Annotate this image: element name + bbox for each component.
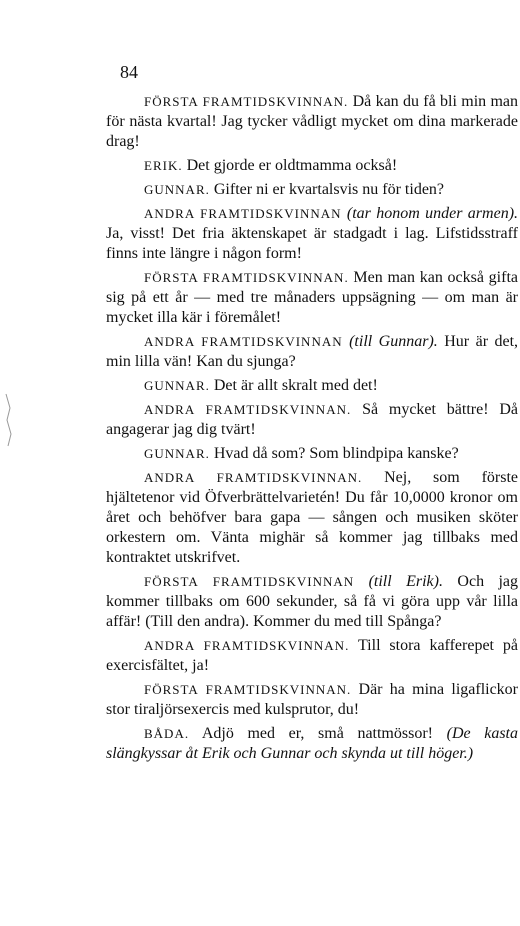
- paragraph: [106, 268, 518, 328]
- paragraph: [106, 444, 518, 464]
- dialogue-text: Och jag kommer tillbaks om 600 sekunder, så få vi göra upp vår lilla affär! (Till den andra). Kommer du med till Spånga?: [106, 573, 519, 630]
- paragraph: [106, 204, 518, 264]
- margin-mark: [4, 390, 14, 450]
- paragraph: [106, 636, 518, 676]
- dialogue-text: Ja, visst! Det fria äktenskapet är stadgadt i lag. Lifstidsstraff finns inte längre i någon form!: [106, 225, 518, 262]
- paragraph: [106, 680, 518, 720]
- paragraph: [106, 400, 518, 440]
- paragraph: [106, 572, 518, 632]
- speaker-label: ANDRA FRAMTIDSKVINNAN: [144, 206, 342, 221]
- paragraph: [106, 376, 518, 396]
- dialogue-text: Hvad då som? Som blindpipa kanske?: [213, 445, 459, 462]
- play-text: [106, 92, 518, 768]
- paragraph: [106, 332, 518, 372]
- stage-direction: (till Erik).: [368, 573, 443, 590]
- speaker-label: ANDRA FRAMTIDSKVINNAN.: [144, 470, 363, 485]
- paragraph: [106, 180, 518, 200]
- speaker-label: BÅDA.: [144, 726, 190, 741]
- dialogue-text: Nej, som förste hjältetenor vid Öfverbrättelvarietén! Du får 10,0000 kronor om året och behöfver bara gapa — sången och musiken sköter orkestern om. Vänta mighär så kommer jag tillbaks med kontraktet utskrifvet.: [106, 469, 519, 566]
- page-number: 84: [120, 62, 138, 82]
- dialogue-text: Där ha mina ligaflickor stor tiraljörsexercis med kulsprutor, du!: [106, 681, 519, 718]
- speaker-label: FÖRSTA FRAMTIDSKVINNAN: [144, 574, 355, 589]
- speaker-label: ANDRA FRAMTIDSKVINNAN.: [144, 402, 352, 417]
- speaker-label: ERIK.: [144, 158, 183, 173]
- stage-direction: (De kasta slängkyssar åt Erik och Gunnar och skynda ut till höger.): [106, 725, 519, 762]
- speaker-label: ANDRA FRAMTIDSKVINNAN: [144, 334, 343, 349]
- dialogue-text: Gifter ni er kvartalsvis nu för tiden?: [213, 181, 445, 198]
- dialogue-text: Då kan du få bli min man för nästa kvartal! Jag tycker vådligt mycket om dina markerade drag!: [106, 93, 518, 150]
- speaker-label: ANDRA FRAMTIDSKVINNAN.: [144, 638, 350, 653]
- speaker-label: FÖRSTA FRAMTIDSKVINNAN.: [144, 94, 349, 109]
- speaker-label: FÖRSTA FRAMTIDSKVINNAN.: [144, 682, 352, 697]
- dialogue-text: Adjö med er, små nattmössor!: [201, 725, 433, 742]
- stage-direction: (till Gunnar).: [349, 333, 438, 350]
- dialogue-text: Hur är det, min lilla vän! Kan du sjunga?: [106, 333, 519, 370]
- paragraph: [106, 92, 518, 152]
- dialogue-text: Till stora kafferepet på exercisfältet, ja!: [106, 637, 519, 674]
- dialogue-text: Men man kan också gifta sig på ett år — med tre månaders uppsägning — om man är mycket illa kär i föremålet!: [106, 269, 519, 326]
- paragraph: [106, 724, 518, 764]
- speaker-label: GUNNAR.: [144, 182, 210, 197]
- dialogue-text: Det är allt skralt med det!: [213, 377, 378, 394]
- dialogue-text: Det gjorde er oldtmamma också!: [186, 157, 398, 174]
- speaker-label: GUNNAR.: [144, 378, 210, 393]
- dialogue-text: Så mycket bättre! Då angagerar jag dig tvärt!: [106, 401, 519, 438]
- speaker-label: GUNNAR.: [144, 446, 210, 461]
- paragraph: [106, 468, 518, 568]
- paragraph: [106, 156, 518, 176]
- speaker-label: FÖRSTA FRAMTIDSKVINNAN.: [144, 270, 349, 285]
- stage-direction: (tar honom under armen).: [346, 205, 519, 222]
